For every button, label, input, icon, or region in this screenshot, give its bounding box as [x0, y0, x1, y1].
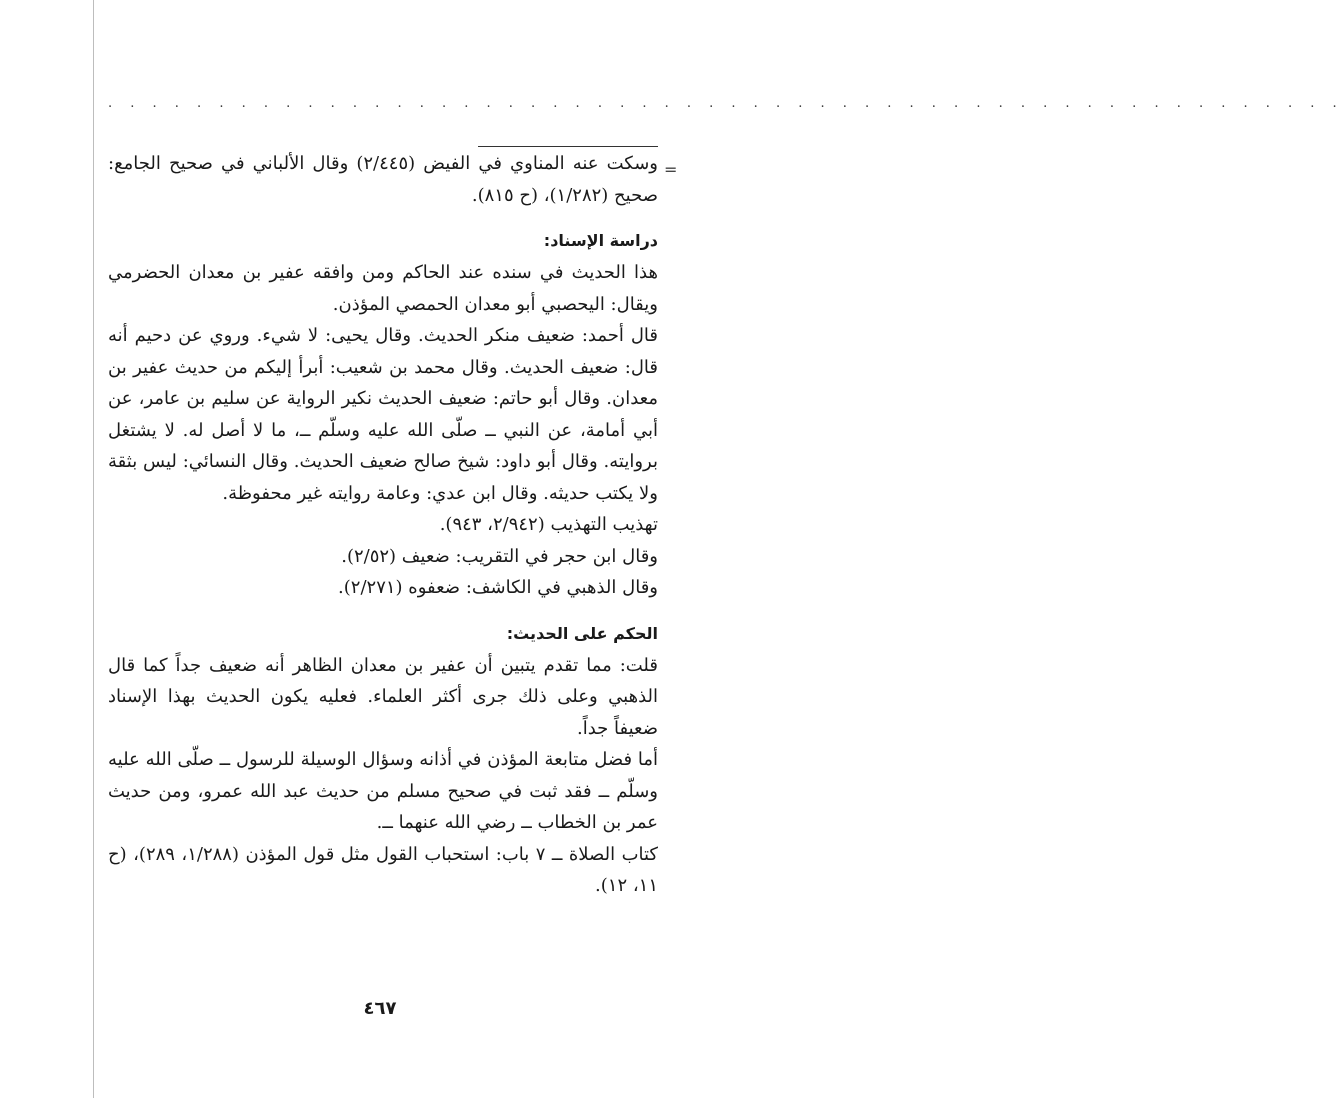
footnote-continuation: وسكت عنه المناوي في الفيض (٢/٤٤٥) وقال الألباني في صحيح الجامع: صحيح (١/٢٨٢)، (ح ٨١٥).: [108, 153, 658, 206]
narrators-criticism-paragraph: قال أحمد: ضعيف منكر الحديث. وقال يحيى: لا شيء. وروي عن دحيم أنه قال: ضعيف الحديث. وقال محمد بن شعيب: أبرأ إليكم من حديث عفير بن معدان. وقال أبو حاتم: ضعيف الحديث نكير الرواية عن سليم بن عامر، عن أبي أمامة، عن النبي ــ صلّى الله عليه وسلّم ــ، ما لا أصل له. لا يشتغل بروايته. وقال أبو داود: شيخ صالح ضعيف الحديث. وقال النسائي: ليس بثقة ولا يكتب حديثه. وقال ابن عدي: وعامة روايته غير محفوظة.: [108, 325, 658, 504]
ruling-paragraph: قلت: مما تقدم يتبين أن عفير بن معدان الظاهر أنه ضعيف جداً كما قال الذهبي وعلى ذلك جرى أكثر العلماء. فعليه يكون الحديث بهذا الإسناد ضعيفاً جداً.: [108, 654, 658, 739]
source-tahdhib: تهذيب التهذيب (٢/٩٤٢، ٩٤٣).: [439, 514, 658, 535]
page-margin-rule: [93, 0, 94, 1098]
ruling-heading: الحكم على الحديث:: [506, 623, 658, 643]
isnad-heading: دراسة الإسناد:: [543, 231, 658, 250]
dotted-separator: . . . . . . . . . . . . . . . . . . . . . . . . . . . . . . . . . . . . . . . . . . . . . . . . . . . . . . . .: [108, 96, 1344, 111]
isnad-paragraph: هذا الحديث في سنده عند الحاكم ومن وافقه عفير بن معدان الحضرمي ويقال: اليحصبي أبو معدان الحمصي المؤذن.: [108, 262, 658, 315]
footnote-rule: [478, 146, 658, 147]
page-number: ٤٦٧: [363, 998, 397, 1019]
source-kashif: وقال الذهبي في الكاشف: ضعفوه (٢/٢٧١).: [338, 577, 658, 598]
virtue-paragraph: أما فضل متابعة المؤذن في أذانه وسؤال الوسيلة للرسول ــ صلّى الله عليه وسلّم ــ فقد ثبت في صحيح مسلم من حديث عبد الله عمرو، ومن حديث عمر بن الخطاب ــ رضي الله عنهما ــ.: [108, 749, 658, 833]
source-taqrib: وقال ابن حجر في التقريب: ضعيف (٢/٥٢).: [341, 545, 658, 567]
page-body: [108, 148, 658, 902]
continuation-mark: =: [664, 160, 678, 179]
muslim-reference: كتاب الصلاة ــ ٧ باب: استحباب القول مثل قول المؤذن (١/٢٨٨، ٢٨٩)، (ح ١١، ١٢).: [108, 843, 659, 896]
